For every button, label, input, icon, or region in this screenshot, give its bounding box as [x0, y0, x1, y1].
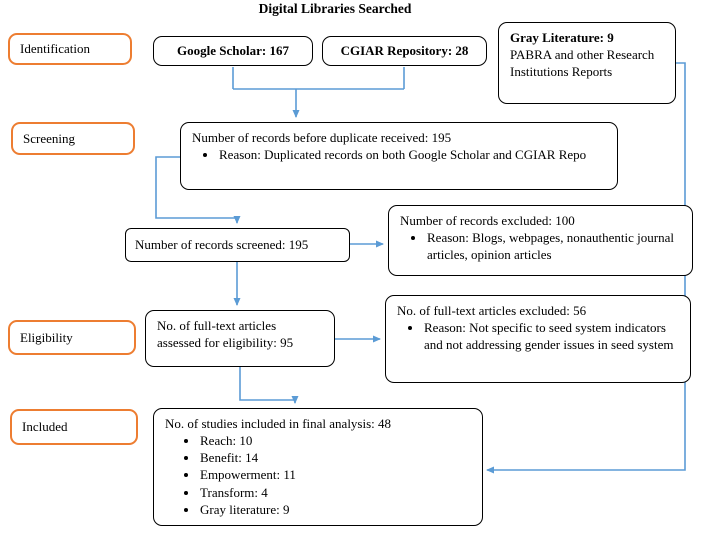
stage-box-screening: Screening	[11, 122, 135, 155]
fulltext-assessed-box: No. of full-text articles assessed for eligibility: 95	[145, 310, 335, 367]
source-box-google-scholar: Google Scholar: 167	[153, 36, 313, 66]
diagram-title: Digital Libraries Searched	[258, 1, 412, 16]
gray-literature-title: Gray Literature: 9	[510, 30, 614, 45]
box-bullets	[192, 146, 606, 163]
source-box-cgiar: CGIAR Repository: 28	[322, 36, 487, 66]
box-bullets	[397, 319, 679, 353]
bullet-item: • Reason: Duplicated records on both Google Scholar and CGIAR Repo	[218, 146, 606, 163]
box-text: No. of full-text articles excluded: 56	[397, 303, 587, 318]
box-bullets	[400, 229, 681, 263]
studies-included-box	[153, 408, 483, 526]
records-excluded-box	[388, 205, 693, 276]
fulltext-excluded-box	[385, 295, 691, 383]
bullet-item: • Benefit: 14	[199, 449, 471, 466]
bullet-item: • Empowerment: 11	[199, 466, 471, 483]
box-text: Number of records before duplicate received: 195	[192, 130, 452, 145]
records-before-duplicate-box	[180, 122, 618, 190]
box-text: No. of studies included in final analysis: 48	[165, 416, 392, 431]
bullet-item: • Reason: Blogs, webpages, nonauthentic journal articles, opinion articles	[426, 229, 681, 263]
bullet-item: • Reason: Not specific to seed system indicators and not addressing gender issues in seed system	[423, 319, 679, 353]
records-screened-box: Number of records screened: 195	[125, 228, 350, 262]
connector-assessed-to-included	[240, 367, 295, 403]
bullet-item: • Gray literature: 9	[199, 501, 471, 518]
stage-box-eligibility: Eligibility	[8, 320, 136, 355]
gray-literature-desc: PABRA and other Research Institutions Reports	[510, 47, 655, 80]
source-box-gray-literature	[498, 22, 676, 104]
included-bullet-list	[165, 432, 471, 518]
bullet-item: • Transform: 4	[199, 484, 471, 501]
stage-box-identification: Identification	[8, 33, 132, 65]
box-text: Number of records excluded: 100	[400, 213, 575, 228]
bullet-item: • Reach: 10	[199, 432, 471, 449]
stage-box-included: Included	[10, 409, 138, 445]
